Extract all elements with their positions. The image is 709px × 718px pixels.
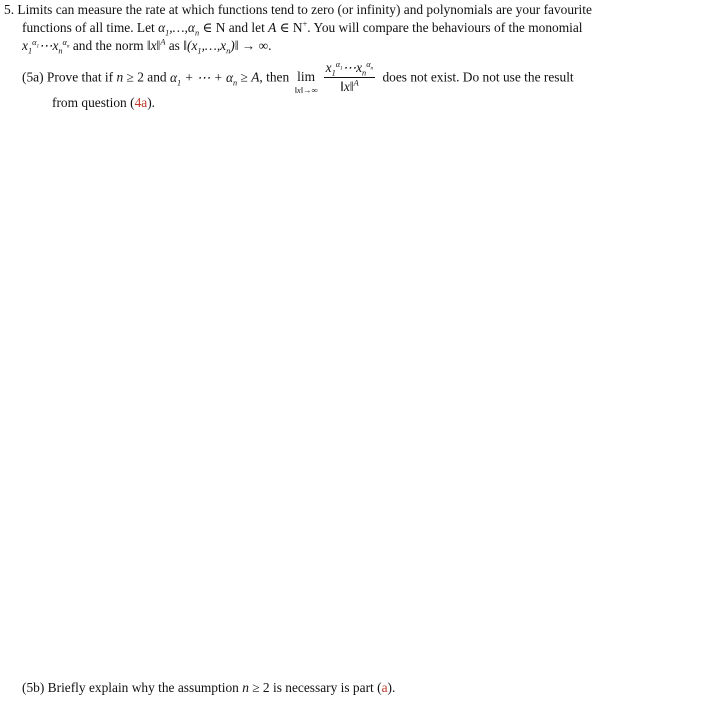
alpha-sum: $\alpha_1$ + ⋯ + $\alpha_n$ <box>169 69 238 88</box>
question-5-line-3: $x_1^{\alpha_1}\cdots x_n^{\alpha_n}$ and the norm ‖x‖$^A$ as $‖(x_1,\dots,x_n)‖$ → ∞. <box>22 37 272 56</box>
question-5-line-1 <box>4 1 592 19</box>
n-variable: n <box>116 69 124 85</box>
part-5b-label: (5b) <box>22 680 45 695</box>
part-5a-line-2: from question (4a). <box>52 95 156 110</box>
reference-4a[interactable]: 4a <box>134 95 148 110</box>
alpha-sequence: $\alpha_1,\dots,\alpha_n$ <box>158 20 200 38</box>
part-5a-line-1: (5a) Prove that if n ≥ 2 and $\alpha_1$ + ⋯ + $\alpha_n \ge A$, then lim ‖x‖→∞ $\frac{x_1^{\alpha_1}\cdots x_n^{\alpha_n}}{‖x‖^A}$ does not exist. Do not use the result <box>22 59 574 95</box>
limit-operator: lim ‖x‖→∞ <box>294 69 318 95</box>
monomial: $x_1^{\alpha_1}\cdots x_n^{\alpha_n}$ <box>22 37 70 56</box>
part-5a-label: (5a) <box>22 69 44 85</box>
limit-fraction: $\frac{x_1^{\alpha_1}\cdots x_n^{\alpha_n}}{‖x‖^A}$ <box>325 59 374 94</box>
norm-power: ‖x‖$^A$ <box>146 37 166 53</box>
question-text-line-1: Limits can measure the rate at which functions tend to zero (or infinity) and polynomials are your favourite <box>17 2 592 17</box>
question-5-line-2: functions of all time. Let $\alpha_1,\dots,\alpha_n$ ∈ N and let A ∈ N+. You will compare the behaviours of the monomial <box>22 19 583 38</box>
reference-a[interactable]: a <box>381 680 388 695</box>
question-number: 5. <box>4 2 15 17</box>
part-5b-line: (5b) Briefly explain why the assumption n ≥ 2 is necessary is part (a). <box>22 680 396 695</box>
norm-vector: $‖(x_1,\dots,x_n)‖$ <box>183 38 239 56</box>
